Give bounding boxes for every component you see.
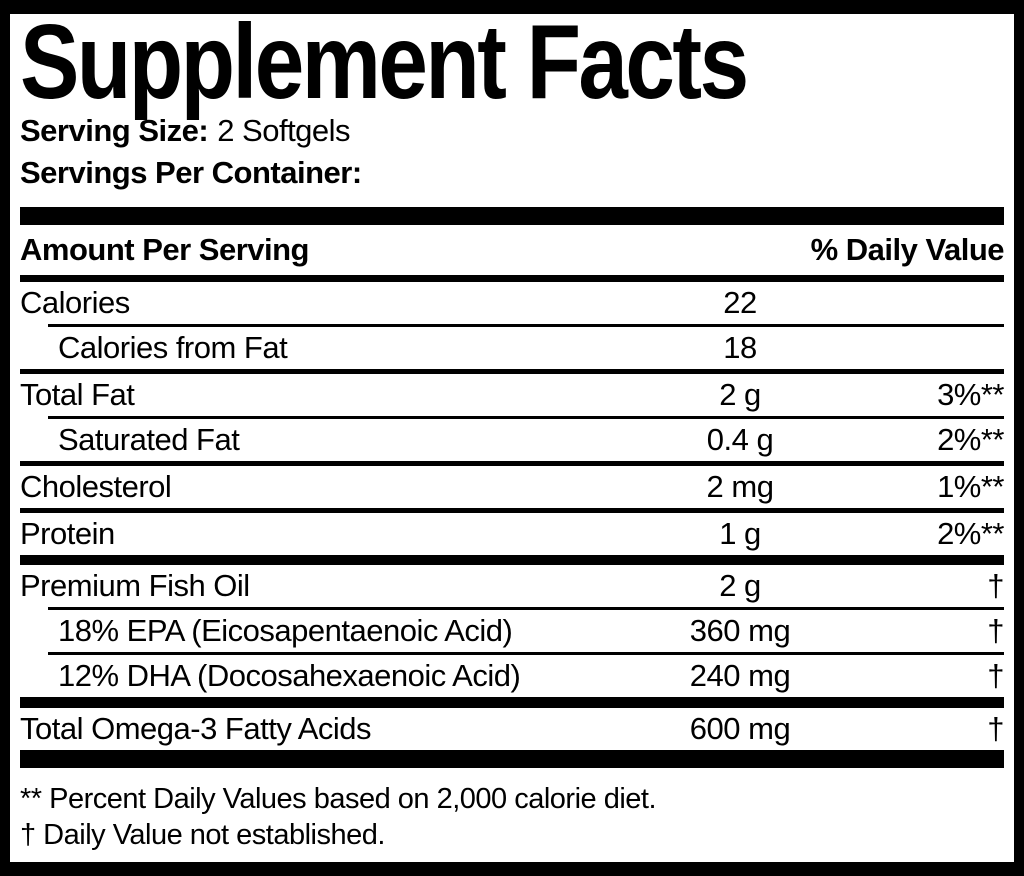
- table-row-calories-from-fat: [20, 327, 1004, 369]
- header-divider: [20, 275, 1004, 282]
- nutrient-amount: 240 mg: [689, 658, 791, 693]
- section-divider-bottom: [20, 750, 1004, 768]
- nutrient-label: Saturated Fat: [58, 422, 240, 457]
- section-divider: [20, 555, 1004, 565]
- nutrient-amount: 2 mg: [706, 469, 774, 504]
- table-row-saturated-fat: [20, 419, 1004, 461]
- table-row-dha: [20, 655, 1004, 697]
- nutrient-daily-value: †: [987, 613, 1004, 648]
- table-row-total-fat: [20, 374, 1004, 416]
- table-row-protein: [20, 513, 1004, 555]
- nutrient-label: 12% DHA (Docosahexaenoic Acid): [58, 658, 521, 693]
- page-title: Supplement Facts: [20, 3, 747, 121]
- footnote-daily-value-not-established: † Daily Value not established.: [20, 819, 385, 851]
- nutrient-label: 18% EPA (Eicosapentaenoic Acid): [58, 613, 513, 648]
- serving-size-value: 2 Softgels: [217, 113, 351, 148]
- nutrient-label: Protein: [20, 516, 115, 551]
- nutrient-daily-value: 3%**: [937, 377, 1004, 412]
- nutrient-daily-value: 1%**: [937, 469, 1004, 504]
- nutrient-daily-value: 2%**: [937, 422, 1004, 457]
- daily-value-header: % Daily Value: [810, 232, 1004, 267]
- serving-size-label: Serving Size:: [20, 113, 209, 148]
- section-divider-top: [20, 207, 1004, 225]
- table-row-epa: [20, 610, 1004, 652]
- nutrient-amount: 600 mg: [689, 711, 791, 746]
- table-row-cholesterol: [20, 466, 1004, 508]
- nutrient-amount: 1 g: [719, 516, 761, 551]
- footnotes: [20, 781, 1004, 853]
- nutrient-amount: 360 mg: [689, 613, 791, 648]
- nutrient-amount: 0.4 g: [706, 422, 774, 457]
- nutrient-amount: 2 g: [719, 568, 761, 603]
- nutrient-label: Premium Fish Oil: [20, 568, 250, 603]
- nutrient-daily-value: 2%**: [937, 516, 1004, 551]
- nutrient-label: Calories: [20, 285, 130, 320]
- nutrient-daily-value: †: [987, 568, 1004, 603]
- table-row-total-omega3: [20, 708, 1004, 750]
- section-divider: [20, 697, 1004, 708]
- amount-per-serving-header: Amount Per Serving: [20, 232, 309, 267]
- nutrient-amount: 18: [723, 330, 757, 365]
- nutrient-daily-value: †: [987, 711, 1004, 746]
- nutrient-amount: 2 g: [719, 377, 761, 412]
- table-row-premium-fish-oil: [20, 565, 1004, 607]
- nutrient-label: Total Omega-3 Fatty Acids: [20, 711, 372, 746]
- table-header-row: [20, 225, 1004, 275]
- table-row-calories: [20, 282, 1004, 324]
- nutrient-daily-value: †: [987, 658, 1004, 693]
- nutrient-label: Calories from Fat: [58, 330, 288, 365]
- footnote-percent-daily-values: ** Percent Daily Values based on 2,000 calorie diet.: [20, 783, 657, 815]
- nutrient-label: Total Fat: [20, 377, 135, 412]
- servings-per-container-label: Servings Per Container:: [20, 155, 362, 190]
- nutrient-label: Cholesterol: [20, 469, 172, 504]
- nutrient-amount: 22: [723, 285, 757, 320]
